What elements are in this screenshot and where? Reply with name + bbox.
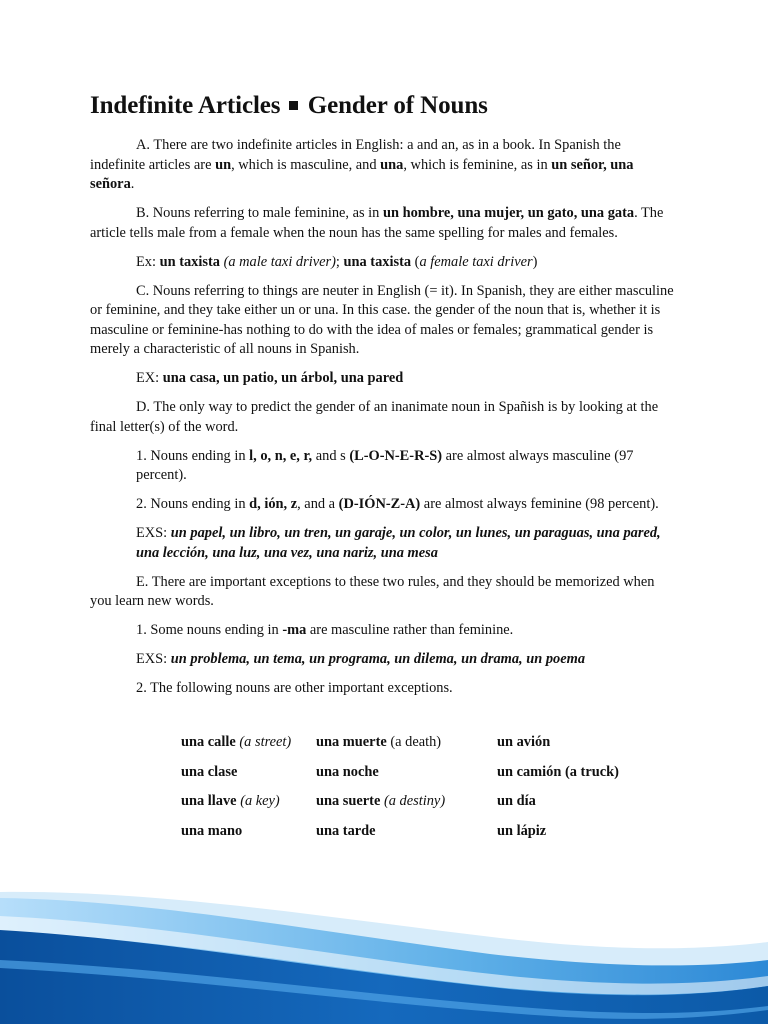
exception-noun: una suerte: [316, 793, 381, 809]
text: EX:: [136, 370, 163, 386]
exception-cell: [181, 734, 291, 751]
text: are almost always feminine (98 percent).: [420, 496, 659, 512]
exception-noun: un avión: [497, 734, 551, 750]
example-b: [90, 253, 678, 273]
bold-italic-examples: un papel, un libro, un tren, un garaje, un color, un lunes, un paraguas, una pared, una lección, una luz, una vez, una nariz, una mesa: [136, 525, 661, 561]
exception-noun: un camión (a truck): [497, 763, 619, 780]
bold-term: una taxista: [343, 253, 412, 270]
example-c: [90, 369, 678, 389]
exception-cell: [316, 793, 445, 810]
exception-cell: [181, 764, 237, 781]
square-bullet-icon: [289, 101, 298, 110]
examples-rules: [90, 524, 678, 563]
text: .: [130, 176, 135, 192]
text: EXS:: [136, 525, 171, 541]
text: 2. Nouns ending in: [136, 496, 250, 512]
exception-cell: [316, 734, 441, 751]
text: , which is masculine, and: [231, 156, 381, 173]
exception-noun: una tarde: [316, 822, 376, 839]
bold-term: una casa, un patio, un árbol, una pared: [162, 370, 404, 386]
bold-italic-examples: un problema, un tema, un programa, un dilema, un drama, un poema: [170, 651, 586, 667]
exception-gloss: (a key): [240, 793, 280, 809]
exception-cell: [181, 823, 242, 840]
exception-cell: [497, 793, 536, 810]
italic-gloss: (a male taxi driver): [223, 253, 336, 270]
text: , and a: [297, 496, 339, 512]
exception-noun: una noche: [316, 763, 379, 780]
text: A. There are two indefinite articles in English: a and an, as in a book. In Spanish the indefinite articles are: [90, 137, 621, 173]
bold-term: -ma: [282, 622, 307, 638]
exception-cell: [497, 823, 546, 840]
text: 1. Nouns ending in: [136, 447, 250, 464]
examples-ma: [90, 650, 678, 670]
exception-gloss: (a street): [239, 734, 292, 750]
text: . The article tells male from a female when the noun has the same spelling for males and females.: [90, 205, 664, 241]
bold-term: un hombre, una mujer, un gato, una gata: [382, 205, 635, 221]
exception-noun: un lápiz: [497, 822, 547, 839]
rule-1: [90, 447, 678, 486]
exception-noun: un día: [497, 793, 536, 809]
exception-noun: una llave: [181, 793, 237, 809]
italic-gloss: a female taxi driver: [419, 253, 533, 270]
bold-term: (D-IÓN-Z-A): [338, 496, 421, 512]
document-body: [90, 136, 678, 708]
text: EXS:: [136, 651, 171, 667]
rule-2: [90, 495, 678, 515]
exception-1: [90, 621, 678, 641]
bold-term: un taxista: [159, 253, 220, 270]
bold-term: un: [215, 156, 232, 173]
exception-gloss: (a death): [390, 734, 442, 750]
bold-term: (L-O-N-E-R-S): [349, 447, 443, 464]
exception-noun: una clase: [181, 763, 238, 780]
bold-term: l, o, n, e, r,: [249, 447, 313, 464]
paragraph-d: D. The only way to predict the gender of an inanimate noun in Spañish is by looking at the final letter(s) of the word.: [90, 399, 659, 435]
text: are masculine rather than feminine.: [306, 622, 514, 638]
text: and s: [312, 447, 350, 464]
exception-noun: una mano: [181, 822, 243, 839]
decorative-wave-footer: [0, 850, 768, 1024]
title-part-1: Indefinite Articles: [90, 92, 281, 119]
title-part-2: Gender of Nouns: [307, 92, 488, 119]
exception-noun: una muerte: [316, 734, 387, 750]
text: Ex:: [136, 253, 160, 270]
text: ;: [335, 253, 344, 270]
bold-term: d, ión, z: [249, 496, 298, 512]
paragraph-b: [90, 204, 678, 243]
text: B. Nouns referring to male feminine, as in: [136, 205, 383, 221]
bold-term: un señor, una señora: [90, 156, 634, 192]
text: ): [532, 253, 538, 270]
text: are almost always masculine (97 percent).: [136, 447, 634, 483]
text: , which is feminine, as in: [403, 156, 552, 173]
text: (: [414, 253, 420, 270]
bold-term: una: [380, 156, 404, 173]
exception-gloss: (a destiny): [383, 793, 446, 809]
exception-cell: [316, 764, 379, 781]
exception-cell: [497, 764, 619, 781]
exception-cell: [497, 734, 550, 751]
exception-noun: una calle: [181, 734, 236, 750]
exception-2: 2. The following nouns are other important exceptions.: [136, 680, 453, 696]
paragraph-a: [90, 136, 678, 195]
exception-cell: [316, 823, 376, 840]
paragraph-c: C. Nouns referring to things are neuter in English (= it). In Spanish, they are either masculine or feminine, and they take either un or una. In this case. the gender of the noun that is, whether it is masculine or feminine-has nothing to do with the idea of males or females; grammatical gender is merely a characteristic of all nouns in Spanish.: [90, 282, 674, 357]
exception-cell: [181, 793, 280, 810]
text: 1. Some nouns ending in: [136, 622, 283, 638]
page-title: [90, 92, 488, 120]
paragraph-e: E. There are important exceptions to these two rules, and they should be memorized when you learn new words.: [90, 573, 655, 609]
